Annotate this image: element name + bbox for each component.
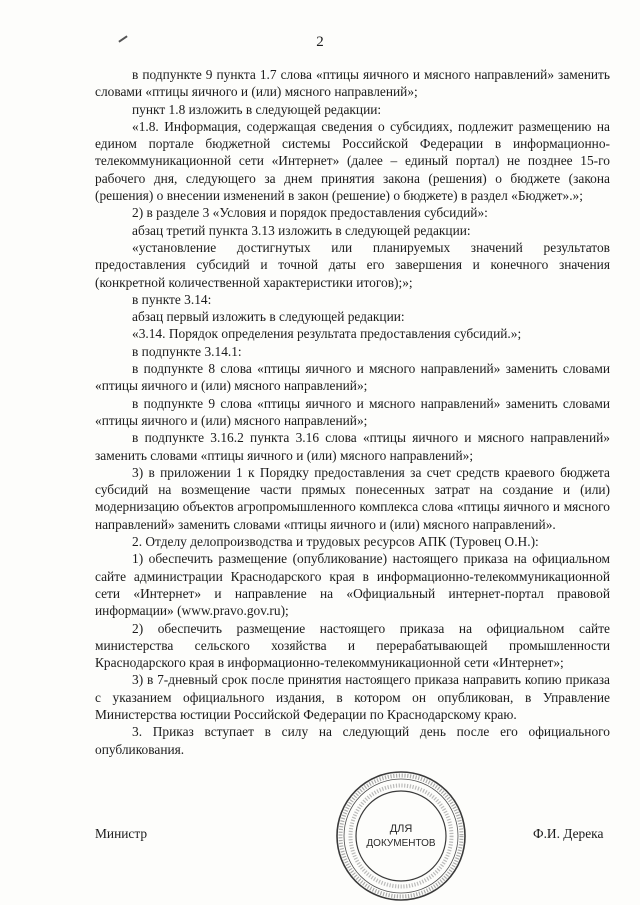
paragraph: в подпункте 8 слова «птицы яичного и мясного направлений» заменить словами «птицы яичного и (или) мясного направлений»;	[95, 361, 610, 394]
stamp-line-2: ДОКУМЕНТОВ	[366, 838, 436, 849]
paragraph: в подпункте 3.16.2 пункта 3.16 слова «птицы яичного и мясного направлений» заменить словами «птицы яичного и (или) мясного направлений»;	[95, 430, 610, 463]
paragraph: пункт 1.8 изложить в следующей редакции:	[132, 101, 382, 117]
paragraph: в пункте 3.14:	[132, 291, 212, 307]
paragraph: 2. Отделу делопроизводства и трудовых ресурсов АПК (Туровец О.Н.):	[132, 534, 539, 550]
paragraph: в подпункте 9 слова «птицы яичного и мясного направлений» заменить словами «птицы яичного и (или) мясного направлений»;	[95, 395, 610, 428]
paragraph: абзац третий пункта 3.13 изложить в следующей редакции:	[132, 222, 471, 238]
paragraph: 3. Приказ вступает в силу на следующий день после его официального опубликования.	[95, 724, 610, 757]
document-body	[95, 66, 610, 758]
paragraph: 3) в 7-дневный срок после принятия настоящего приказа направить копию приказа с указанием официального издания, в котором он опубликован, в Управление Министерства юстиции Российской Федерации по Краснодарскому краю.	[95, 672, 610, 722]
paragraph: «установление достигнутых или планируемых значений результатов предоставления субсидий и точной даты его завершения и конечного значения (конкретной количественной характеристики итогов);»;	[95, 239, 610, 290]
stamp-line-1: ДЛЯ	[389, 823, 413, 835]
paragraph: 2) в разделе 3 «Условия и порядок предоставления субсидий»:	[132, 205, 488, 221]
paragraph: в подпункте 9 пункта 1.7 слова «птицы яичного и мясного направлений» заменить словами «птицы яичного и (или) мясного направлений»;	[95, 67, 610, 100]
official-stamp	[333, 768, 469, 904]
page-number: 2	[316, 34, 324, 50]
paragraph: абзац первый изложить в следующей редакции:	[132, 309, 405, 325]
paragraph: «1.8. Информация, содержащая сведения о субсидиях, подлежит размещению на едином портале бюджетной системы Российской Федерации в информационно-телекоммуникационной сети «Интернет» (далее – единый портал) не позднее 15-го рабочего дня, следующего за днем принятия закона (решения) о бюджете (закона (решения) о внесении изменений в закон (решение) о бюджете) в раздел «Бюджет».»;	[95, 118, 610, 204]
paragraph: 3) в приложении 1 к Порядку предоставления за счет средств краевого бюджета субсидий на возмещение части прямых понесенных затрат на создание и (или) модернизацию объектов агропромышленного комплекса слова «птицы яичного и мясного направлений» заменить словами «птицы яичного и (или) мясного направлений».	[95, 464, 610, 532]
signatory-role: Министр	[95, 826, 148, 841]
paragraph: в подпункте 3.14.1:	[132, 343, 242, 359]
signatory-name: Ф.И. Дерека	[533, 826, 604, 841]
paragraph: «3.14. Порядок определения результата предоставления субсидий.»;	[132, 326, 522, 342]
paragraph: 1) обеспечить размещение (опубликование) настоящего приказа на официальном сайте администрации Краснодарского края в информационно-телекоммуникационной сети «Интернет» и направление на «Официальный интернет-портал правовой информации» (www.pravo.gov.ru);	[95, 551, 610, 619]
paragraph: 2) обеспечить размещение настоящего приказа на официальном сайте министерства сельского хозяйства и перерабатывающей промышленности Краснодарского края в информационно-телекоммуникационной сети «Интернет»;	[95, 620, 610, 671]
